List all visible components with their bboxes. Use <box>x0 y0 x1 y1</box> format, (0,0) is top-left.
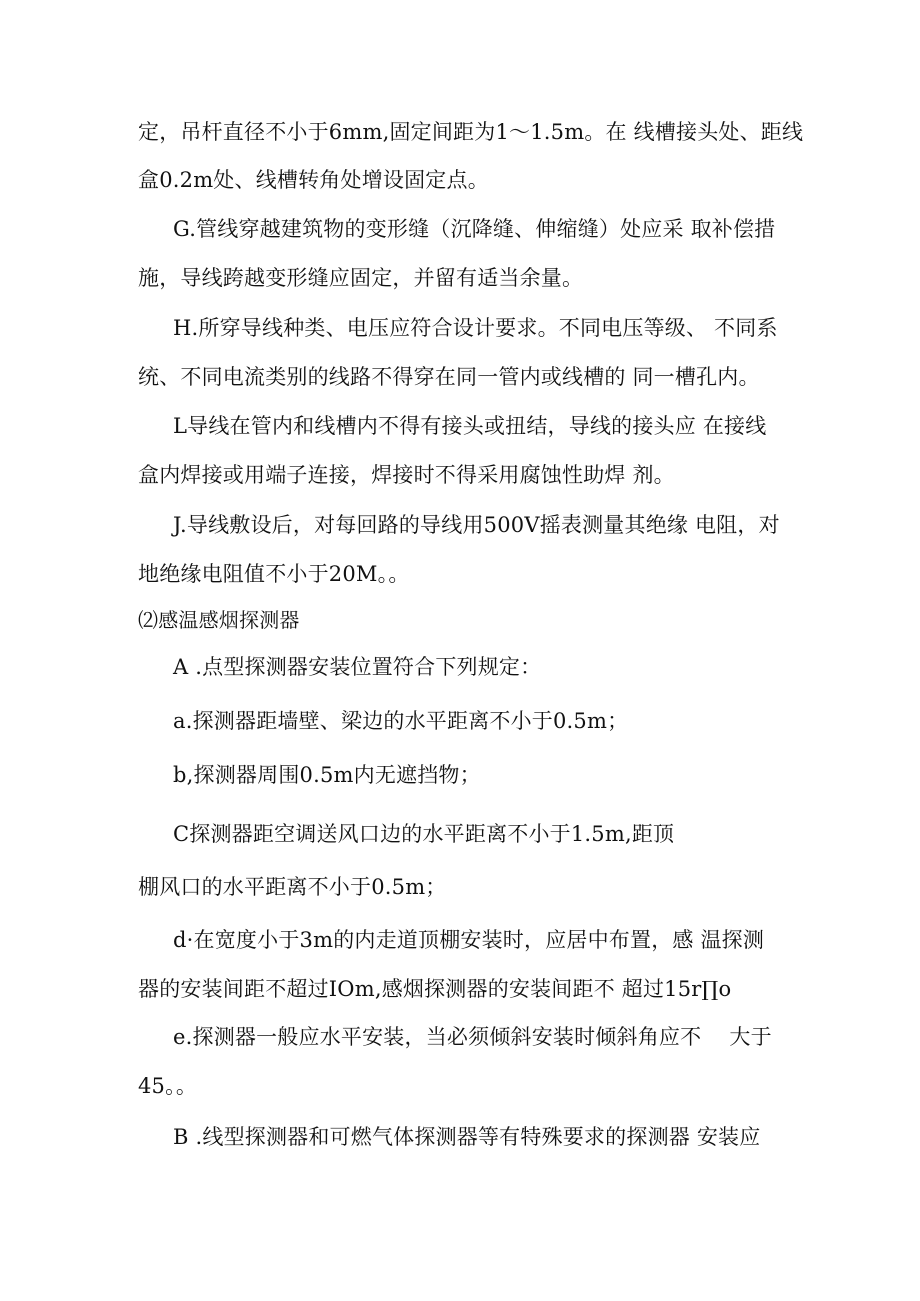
paragraph-line: 45。。 <box>138 1074 198 1098</box>
list-item: b,探测器周围0.5m内无遮挡物； <box>173 763 481 787</box>
list-item: C探测器距空调送风口边的水平距离不小于1.5m,距顶 <box>173 822 675 846</box>
paragraph-line: 盒0.2m处、线槽转角处增设固定点。 <box>138 168 489 192</box>
paragraph-line: 统、不同电流类别的线路不得穿在同一管内或线槽的 同一槽孔内。 <box>138 365 760 389</box>
paragraph-line: 棚风口的水平距离不小于0.5m； <box>138 875 447 899</box>
paragraph-line: G.管线穿越建筑物的变形缝（沉降缝、伸缩缝）处应采 取补偿措 <box>173 217 776 241</box>
paragraph-line: A .点型探测器安装位置符合下列规定： <box>173 655 542 679</box>
list-item: e.探测器一般应水平安装，当必须倾斜安装时倾斜角应不 大于 <box>173 1025 772 1049</box>
paragraph-line: H.所穿导线种类、电压应符合设计要求。不同电压等级、 不同系 <box>173 316 778 340</box>
paragraph-line: 定，吊杆直径不小于6mm,固定间距为1～1.5m。在 线槽接头处、距线 <box>138 120 804 144</box>
paragraph-line: B .线型探测器和可燃气体探测器等有特殊要求的探测器 安装应 <box>173 1125 761 1149</box>
list-item: a.探测器距墙壁、梁边的水平距离不小于0.5m； <box>173 709 629 733</box>
section-heading: ⑵感温感烟探测器 <box>138 608 300 632</box>
paragraph-line: 盒内焊接或用端子连接，焊接时不得采用腐蚀性助焊 剂。 <box>138 463 675 487</box>
paragraph-line: 地绝缘电阻值不小于20M。。 <box>138 562 410 586</box>
paragraph-line: 器的安装间距不超过IOm,感烟探测器的安装间距不 超过15r∏o <box>138 977 732 1001</box>
paragraph-line: J.导线敷设后，对每回路的导线用500V摇表测量其绝缘 电阻，对 <box>173 513 780 537</box>
list-item: d·在宽度小于3m的内走道顶棚安装时，应居中布置，感 温探测 <box>173 928 765 952</box>
paragraph-line: 施，导线跨越变形缝应固定，并留有适当余量。 <box>138 266 584 290</box>
paragraph-line: L导线在管内和线槽内不得有接头或扭结，导线的接头应 在接线 <box>173 414 767 438</box>
